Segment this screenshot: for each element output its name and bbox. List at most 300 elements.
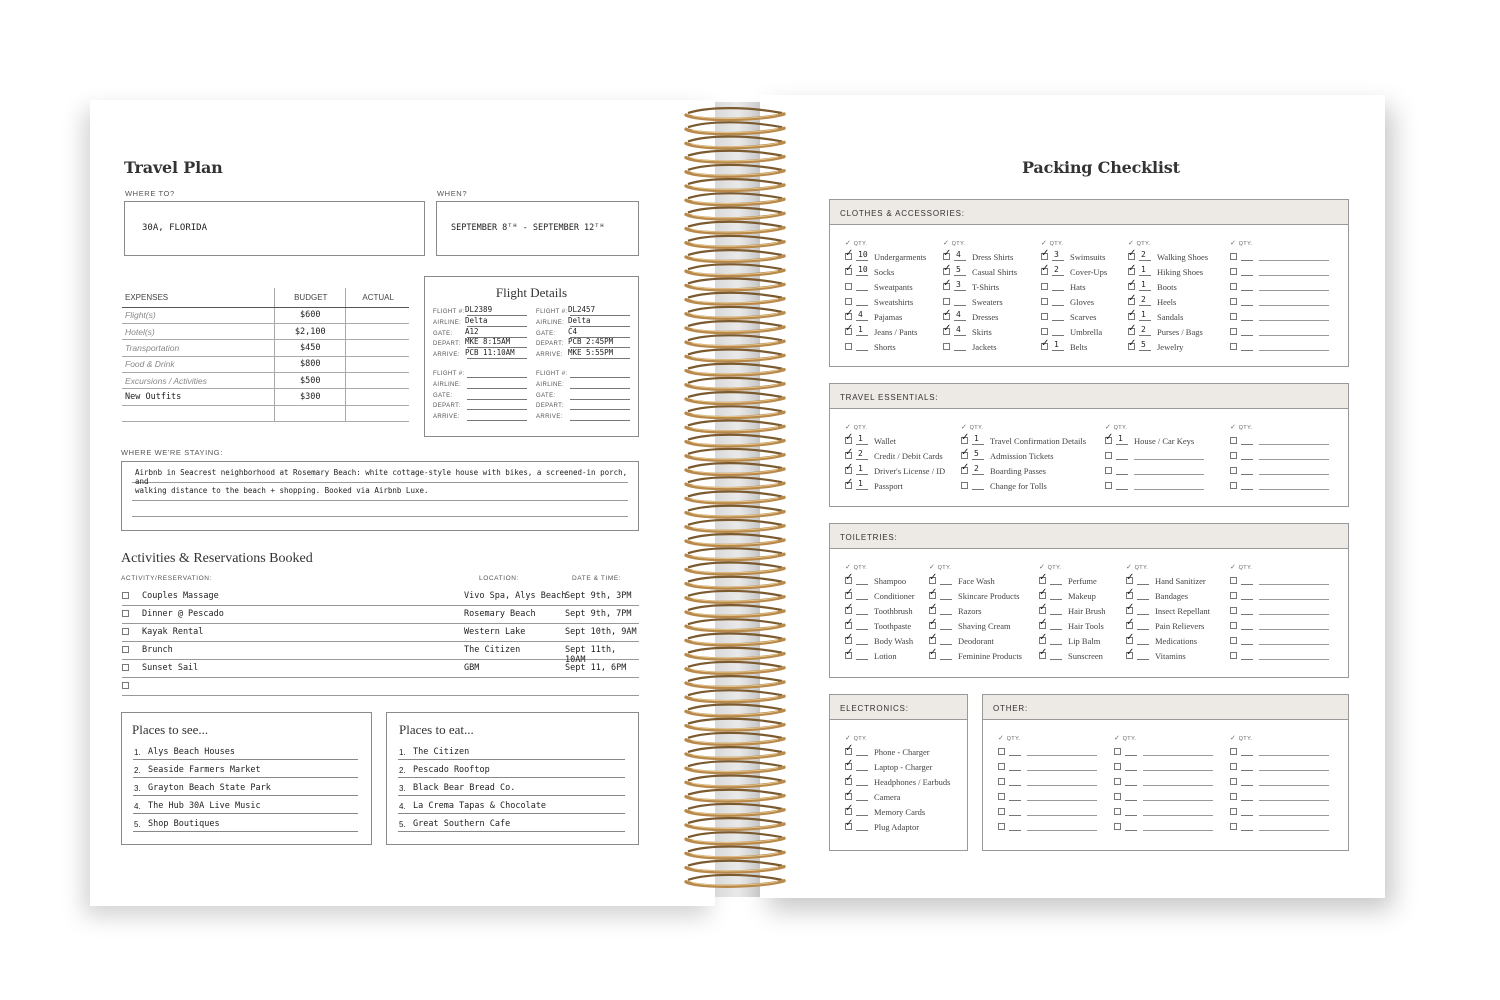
item-label: Walking Shoes bbox=[1157, 252, 1209, 262]
expense-actual[interactable] bbox=[346, 356, 409, 372]
item-blank-line[interactable] bbox=[1134, 474, 1204, 475]
checklist-item[interactable] bbox=[1128, 308, 1228, 325]
checklist-item[interactable] bbox=[1114, 761, 1214, 775]
checklist-item[interactable] bbox=[943, 341, 1043, 355]
item-label: Passport bbox=[874, 481, 903, 491]
checklist-item[interactable] bbox=[998, 791, 1098, 805]
checklist-item[interactable] bbox=[1041, 263, 1141, 280]
staying-field[interactable] bbox=[121, 461, 639, 531]
checklist-item[interactable] bbox=[1039, 617, 1139, 634]
checklist-item[interactable] bbox=[845, 803, 945, 820]
when-field[interactable] bbox=[436, 201, 639, 256]
qty-line bbox=[1050, 629, 1062, 630]
checklist-item[interactable] bbox=[845, 743, 945, 760]
item-blank-line[interactable] bbox=[1259, 659, 1329, 660]
flight-field-label: GATE: bbox=[433, 330, 453, 337]
checkbox-icon[interactable] bbox=[1230, 328, 1237, 335]
checkbox-icon[interactable] bbox=[1230, 778, 1237, 785]
flight-field-line[interactable] bbox=[570, 358, 630, 359]
qty-text: QTY. bbox=[1113, 425, 1128, 431]
checklist-item[interactable] bbox=[929, 617, 1029, 634]
coil-loop-back bbox=[688, 690, 782, 695]
expense-budget[interactable]: $300 bbox=[275, 389, 346, 405]
places-eat-box bbox=[386, 712, 639, 845]
expense-budget[interactable]: $2,100 bbox=[275, 323, 346, 339]
checklist-item[interactable] bbox=[1230, 281, 1330, 295]
qty-line bbox=[954, 320, 966, 321]
checkbox-icon[interactable] bbox=[943, 298, 950, 305]
checkbox-icon[interactable] bbox=[998, 763, 1005, 770]
qty-value: 1 bbox=[974, 434, 979, 443]
checklist-item[interactable] bbox=[998, 806, 1098, 820]
checkbox-icon[interactable] bbox=[1230, 343, 1237, 350]
flight-field-line[interactable] bbox=[570, 409, 630, 410]
checkbox-icon[interactable] bbox=[845, 298, 852, 305]
place-name: Great Southern Cafe bbox=[413, 819, 511, 829]
place-number: 2. bbox=[399, 766, 406, 775]
checkbox-icon[interactable] bbox=[1041, 313, 1048, 320]
checklist-item[interactable] bbox=[929, 587, 1029, 604]
item-blank-line[interactable] bbox=[1259, 290, 1329, 291]
checkbox-icon[interactable] bbox=[998, 823, 1005, 830]
checklist-item[interactable] bbox=[1114, 821, 1214, 835]
activity-checkbox[interactable] bbox=[122, 592, 129, 599]
checklist-item[interactable] bbox=[929, 632, 1029, 649]
checkbox-icon[interactable] bbox=[1041, 298, 1048, 305]
expense-budget[interactable]: $450 bbox=[275, 340, 346, 356]
expense-budget[interactable] bbox=[275, 405, 346, 421]
checklist-item[interactable] bbox=[1041, 278, 1141, 295]
checklist-item[interactable] bbox=[1230, 650, 1330, 664]
activity-location: The Citizen bbox=[464, 645, 521, 655]
checkbox-icon[interactable] bbox=[1230, 482, 1237, 489]
checklist-item[interactable] bbox=[845, 447, 945, 464]
checklist-item[interactable] bbox=[1230, 746, 1330, 760]
checkbox-icon[interactable] bbox=[1230, 652, 1237, 659]
checklist-item[interactable] bbox=[845, 308, 945, 325]
checkbox-icon[interactable] bbox=[998, 808, 1005, 815]
checkmark-icon: ✓ bbox=[1041, 338, 1050, 349]
when-label: WHEN? bbox=[437, 189, 468, 198]
item-blank-line[interactable] bbox=[1259, 260, 1329, 261]
activity-location: GBM bbox=[464, 663, 480, 673]
checklist-item[interactable] bbox=[943, 248, 1043, 265]
item-label: Pajamas bbox=[874, 312, 903, 322]
checkbox-icon[interactable] bbox=[998, 778, 1005, 785]
item-blank-line[interactable] bbox=[1259, 644, 1329, 645]
checkbox-icon[interactable] bbox=[1230, 637, 1237, 644]
flight-field-label: AIRLINE: bbox=[536, 381, 565, 388]
checklist-item[interactable] bbox=[845, 248, 945, 265]
checklist-item[interactable] bbox=[943, 278, 1043, 295]
checklist-item[interactable] bbox=[1114, 791, 1214, 805]
checklist-item[interactable] bbox=[845, 323, 945, 340]
item-blank-line[interactable] bbox=[1259, 830, 1329, 831]
checklist-item[interactable] bbox=[1230, 590, 1330, 604]
qty-line bbox=[856, 629, 868, 630]
item-blank-line[interactable] bbox=[1259, 350, 1329, 351]
flight-field-line[interactable] bbox=[467, 399, 527, 400]
item-blank-line[interactable] bbox=[1027, 755, 1097, 756]
qty-text: QTY. bbox=[853, 565, 868, 571]
item-blank-line[interactable] bbox=[1143, 770, 1213, 771]
item-label: Toothpaste bbox=[874, 621, 912, 631]
check-header-icon: ✓ bbox=[1126, 564, 1135, 571]
checkbox-icon[interactable] bbox=[1114, 808, 1121, 815]
expense-actual[interactable] bbox=[346, 373, 409, 389]
coil-loop-back bbox=[688, 264, 782, 269]
check-header-icon: ✓ bbox=[1039, 564, 1048, 571]
item-blank-line[interactable] bbox=[1027, 830, 1097, 831]
coil-loop-back bbox=[688, 875, 782, 880]
checklist-item[interactable] bbox=[1230, 620, 1330, 634]
checkbox-icon[interactable] bbox=[1230, 283, 1237, 290]
checkbox-icon[interactable] bbox=[1230, 268, 1237, 275]
checklist-item[interactable] bbox=[929, 647, 1029, 664]
checklist-item[interactable] bbox=[929, 602, 1029, 619]
coil-loop-back bbox=[688, 463, 782, 468]
checklist-item[interactable] bbox=[1126, 602, 1226, 619]
flight-field-line[interactable] bbox=[570, 399, 630, 400]
qty-line bbox=[1050, 584, 1062, 585]
expense-actual[interactable] bbox=[346, 307, 409, 323]
checklist-item[interactable] bbox=[1039, 632, 1139, 649]
checkbox-icon[interactable] bbox=[1114, 823, 1121, 830]
coil-loop-back bbox=[688, 577, 782, 582]
checkbox-icon[interactable] bbox=[1105, 467, 1112, 474]
checklist-item[interactable] bbox=[1105, 450, 1205, 464]
checkmark-icon: ✓ bbox=[1039, 647, 1048, 658]
item-blank-line[interactable] bbox=[1143, 815, 1213, 816]
coil-loop-back bbox=[688, 137, 782, 142]
checklist-item[interactable] bbox=[845, 758, 945, 775]
checkbox-icon[interactable] bbox=[1230, 313, 1237, 320]
item-blank-line[interactable] bbox=[1259, 755, 1329, 756]
coil-loop-back bbox=[688, 548, 782, 553]
checklist-item[interactable] bbox=[943, 263, 1043, 280]
checklist-item[interactable] bbox=[1128, 323, 1228, 340]
checklist-item[interactable] bbox=[845, 281, 945, 295]
item-blank-line[interactable] bbox=[1259, 599, 1329, 600]
flight-field-line[interactable] bbox=[570, 388, 630, 389]
flight-field-line[interactable] bbox=[467, 409, 527, 410]
item-blank-line[interactable] bbox=[1259, 489, 1329, 490]
checklist-item[interactable] bbox=[1128, 338, 1228, 355]
checkmark-icon: ✓ bbox=[1126, 617, 1135, 628]
checklist-item[interactable] bbox=[845, 296, 945, 310]
checkbox-icon[interactable] bbox=[1114, 763, 1121, 770]
checkbox-icon[interactable] bbox=[1041, 283, 1048, 290]
checklist-item[interactable] bbox=[845, 432, 945, 449]
activity-name: Brunch bbox=[142, 645, 173, 655]
checkbox-icon[interactable] bbox=[1230, 823, 1237, 830]
checklist-item[interactable] bbox=[1230, 575, 1330, 589]
flight-field-line[interactable] bbox=[467, 420, 527, 421]
expense-budget[interactable]: $600 bbox=[275, 307, 346, 323]
checkbox-icon[interactable] bbox=[1230, 793, 1237, 800]
coil-loop-back bbox=[688, 648, 782, 653]
checkbox-icon[interactable] bbox=[1230, 748, 1237, 755]
flight-field-line[interactable] bbox=[570, 326, 630, 327]
flight-field-line[interactable] bbox=[467, 388, 527, 389]
checklist-item[interactable] bbox=[1230, 266, 1330, 280]
checklist-item[interactable] bbox=[845, 477, 945, 494]
checklist-item[interactable] bbox=[1041, 293, 1141, 310]
item-blank-line[interactable] bbox=[1134, 489, 1204, 490]
activity-checkbox[interactable] bbox=[122, 628, 129, 635]
item-blank-line[interactable] bbox=[1259, 785, 1329, 786]
item-blank-line[interactable] bbox=[1259, 770, 1329, 771]
checklist-item[interactable] bbox=[1128, 248, 1228, 265]
check-header-icon: ✓ bbox=[943, 240, 952, 247]
coil-loop-back bbox=[688, 619, 782, 624]
checklist-item[interactable] bbox=[1114, 746, 1214, 760]
checklist-item[interactable] bbox=[998, 761, 1098, 775]
item-label: Umbrella bbox=[1070, 327, 1103, 337]
checklist-item[interactable] bbox=[1128, 263, 1228, 280]
checkbox-icon[interactable] bbox=[1114, 793, 1121, 800]
checklist-item[interactable] bbox=[1230, 465, 1330, 479]
item-blank-line[interactable] bbox=[1259, 614, 1329, 615]
qty-label bbox=[998, 734, 1020, 742]
item-label: Vitamins bbox=[1155, 651, 1186, 661]
coil-loop-back bbox=[688, 222, 782, 227]
qty-line bbox=[1241, 815, 1253, 816]
checklist-item[interactable] bbox=[1126, 587, 1226, 604]
checkbox-icon[interactable] bbox=[845, 343, 852, 350]
item-label: Sweatpants bbox=[874, 282, 913, 292]
check-header-icon: ✓ bbox=[998, 735, 1007, 742]
checklist-item[interactable] bbox=[1230, 296, 1330, 310]
checklist-item[interactable] bbox=[1230, 480, 1330, 494]
checkbox-icon[interactable] bbox=[1230, 622, 1237, 629]
checkbox-icon[interactable] bbox=[998, 793, 1005, 800]
where-field[interactable] bbox=[124, 201, 425, 256]
qty-value: 1 bbox=[1141, 265, 1146, 274]
checklist-item[interactable] bbox=[1230, 821, 1330, 835]
item-blank-line[interactable] bbox=[1259, 459, 1329, 460]
expense-actual[interactable] bbox=[346, 340, 409, 356]
checklist-item[interactable] bbox=[1039, 587, 1139, 604]
coil-loop-back bbox=[688, 705, 782, 710]
flight-field-value: Delta bbox=[568, 315, 591, 325]
item-blank-line[interactable] bbox=[1259, 305, 1329, 306]
checkbox-icon[interactable] bbox=[1230, 253, 1237, 260]
check-header-icon: ✓ bbox=[1041, 240, 1050, 247]
item-blank-line[interactable] bbox=[1259, 584, 1329, 585]
checklist-item[interactable] bbox=[1039, 602, 1139, 619]
checkbox-icon[interactable] bbox=[1230, 298, 1237, 305]
checklist-item[interactable] bbox=[1230, 341, 1330, 355]
checkbox-icon[interactable] bbox=[1041, 328, 1048, 335]
checklist-item[interactable] bbox=[1230, 635, 1330, 649]
checkmark-icon: ✓ bbox=[943, 278, 952, 289]
checklist-item[interactable] bbox=[1039, 572, 1139, 589]
checklist-item[interactable] bbox=[1126, 647, 1226, 664]
checklist-item[interactable] bbox=[943, 323, 1043, 340]
electronics-header: ELECTRONICS: bbox=[830, 695, 967, 720]
checklist-item[interactable] bbox=[998, 776, 1098, 790]
checklist-item[interactable] bbox=[1230, 791, 1330, 805]
item-blank-line[interactable] bbox=[1027, 800, 1097, 801]
checkbox-icon[interactable] bbox=[1230, 452, 1237, 459]
checklist-item[interactable] bbox=[961, 447, 1061, 464]
activity-checkbox[interactable] bbox=[122, 610, 129, 617]
checkbox-icon[interactable] bbox=[1230, 808, 1237, 815]
checklist-item[interactable] bbox=[1128, 293, 1228, 310]
checklist-item[interactable] bbox=[1114, 776, 1214, 790]
item-label: Scarves bbox=[1070, 312, 1097, 322]
flight-field-line[interactable] bbox=[467, 377, 527, 378]
checkbox-icon[interactable] bbox=[1230, 577, 1237, 584]
checklist-item[interactable] bbox=[845, 773, 951, 790]
checklist-item[interactable] bbox=[1230, 435, 1330, 449]
item-blank-line[interactable] bbox=[1143, 800, 1213, 801]
activity-checkbox[interactable] bbox=[122, 664, 129, 671]
qty-line bbox=[856, 755, 868, 756]
qty-value: 1 bbox=[1118, 434, 1123, 443]
flight-field-line[interactable] bbox=[570, 420, 630, 421]
checklist-item[interactable] bbox=[1126, 617, 1226, 634]
checkbox-icon[interactable] bbox=[1114, 748, 1121, 755]
expense-actual[interactable] bbox=[346, 405, 409, 421]
item-blank-line[interactable] bbox=[1259, 444, 1329, 445]
qty-value: 1 bbox=[858, 464, 863, 473]
checkbox-icon[interactable] bbox=[1230, 437, 1237, 444]
checkmark-icon: ✓ bbox=[929, 647, 938, 658]
checklist-item[interactable] bbox=[961, 462, 1061, 479]
checklist-item[interactable] bbox=[845, 788, 945, 805]
item-blank-line[interactable] bbox=[1259, 815, 1329, 816]
checklist-item[interactable] bbox=[1128, 278, 1228, 295]
checkbox-icon[interactable] bbox=[845, 283, 852, 290]
checklist-item[interactable] bbox=[1041, 308, 1141, 325]
item-blank-line[interactable] bbox=[1143, 755, 1213, 756]
flight-field-line[interactable] bbox=[570, 377, 630, 378]
expense-budget[interactable]: $500 bbox=[275, 373, 346, 389]
coil-loop-back bbox=[688, 790, 782, 795]
checklist-item[interactable] bbox=[1230, 326, 1330, 340]
checklist-item[interactable] bbox=[943, 296, 1043, 310]
checklist-item[interactable] bbox=[1041, 323, 1141, 340]
checkmark-icon: ✓ bbox=[1126, 647, 1135, 658]
checklist-item[interactable] bbox=[1230, 806, 1330, 820]
checkbox-icon[interactable] bbox=[961, 482, 968, 489]
flight-field-label: ARRIVE: bbox=[536, 352, 563, 359]
checklist-item[interactable] bbox=[929, 572, 1029, 589]
checklist-item[interactable] bbox=[1114, 806, 1214, 820]
item-blank-line[interactable] bbox=[1259, 275, 1329, 276]
checklist-item[interactable] bbox=[1041, 248, 1141, 265]
checkbox-icon[interactable] bbox=[1230, 763, 1237, 770]
item-blank-line[interactable] bbox=[1134, 459, 1204, 460]
qty-line bbox=[1125, 800, 1137, 801]
expense-actual[interactable] bbox=[346, 389, 409, 405]
date-col-label: DATE & TIME: bbox=[572, 575, 622, 582]
flight-field-label: DEPART: bbox=[433, 403, 461, 410]
item-blank-line[interactable] bbox=[1259, 474, 1329, 475]
item-label: Casual Shirts bbox=[972, 267, 1018, 277]
item-blank-line[interactable] bbox=[1027, 770, 1097, 771]
checklist-item[interactable] bbox=[1230, 776, 1330, 790]
item-label: House / Car Keys bbox=[1134, 436, 1195, 446]
checklist-item[interactable] bbox=[1230, 251, 1330, 265]
checklist-item[interactable] bbox=[1105, 432, 1205, 449]
checklist-item[interactable] bbox=[1230, 450, 1330, 464]
checklist-item[interactable] bbox=[1039, 647, 1139, 664]
flight-field-line[interactable] bbox=[467, 358, 527, 359]
qty-label bbox=[929, 563, 951, 571]
qty-text: QTY. bbox=[853, 736, 868, 742]
checklist-item[interactable] bbox=[845, 341, 945, 355]
checkbox-icon[interactable] bbox=[1114, 778, 1121, 785]
flight-field-label: GATE: bbox=[536, 392, 556, 399]
checklist-item[interactable] bbox=[845, 263, 945, 280]
checkbox-icon[interactable] bbox=[943, 343, 950, 350]
activity-checkbox[interactable] bbox=[122, 682, 129, 689]
qty-line bbox=[1241, 320, 1253, 321]
checklist-item[interactable] bbox=[1126, 632, 1226, 649]
item-blank-line[interactable] bbox=[1027, 785, 1097, 786]
checklist-item[interactable] bbox=[1126, 572, 1226, 589]
checklist-item[interactable] bbox=[998, 746, 1098, 760]
checklist-item[interactable] bbox=[961, 432, 1087, 449]
item-label: Makeup bbox=[1068, 591, 1096, 601]
activity-checkbox[interactable] bbox=[122, 646, 129, 653]
checklist-item[interactable] bbox=[1105, 480, 1205, 494]
item-label: Insect Repellant bbox=[1155, 606, 1210, 616]
checklist-item[interactable] bbox=[1041, 338, 1141, 355]
checklist-item[interactable] bbox=[845, 462, 946, 479]
checklist-item[interactable] bbox=[998, 821, 1098, 835]
checkbox-icon[interactable] bbox=[1105, 452, 1112, 459]
item-blank-line[interactable] bbox=[1027, 815, 1097, 816]
item-blank-line[interactable] bbox=[1143, 830, 1213, 831]
checklist-item[interactable] bbox=[845, 818, 945, 835]
qty-line bbox=[1139, 275, 1151, 276]
checklist-item[interactable] bbox=[943, 308, 1043, 325]
qty-value: 2 bbox=[974, 464, 979, 473]
place-item bbox=[398, 814, 625, 832]
checklist-item[interactable] bbox=[1105, 465, 1205, 479]
item-blank-line[interactable] bbox=[1259, 335, 1329, 336]
checkbox-icon[interactable] bbox=[1230, 607, 1237, 614]
checklist-item[interactable] bbox=[1230, 605, 1330, 619]
item-blank-line[interactable] bbox=[1143, 785, 1213, 786]
item-blank-line[interactable] bbox=[1259, 629, 1329, 630]
place-item bbox=[398, 796, 625, 814]
item-blank-line[interactable] bbox=[1259, 800, 1329, 801]
checkbox-icon[interactable] bbox=[998, 748, 1005, 755]
checkbox-icon[interactable] bbox=[1230, 467, 1237, 474]
qty-line bbox=[856, 260, 868, 261]
checklist-item[interactable] bbox=[1230, 311, 1330, 325]
item-label: Purses / Bags bbox=[1157, 327, 1203, 337]
expense-actual[interactable] bbox=[346, 323, 409, 339]
checklist-item[interactable] bbox=[961, 480, 1061, 494]
qty-line bbox=[1125, 770, 1137, 771]
coil-loop-back bbox=[688, 563, 782, 568]
checklist-item[interactable] bbox=[1230, 761, 1330, 775]
qty-line bbox=[940, 644, 952, 645]
place-name: The Hub 30A Live Music bbox=[148, 801, 261, 811]
checkmark-icon: ✓ bbox=[1126, 572, 1135, 583]
expense-budget[interactable]: $800 bbox=[275, 356, 346, 372]
coil-loop-back bbox=[688, 761, 782, 766]
checkbox-icon[interactable] bbox=[1230, 592, 1237, 599]
item-blank-line[interactable] bbox=[1259, 320, 1329, 321]
checkbox-icon[interactable] bbox=[1105, 482, 1112, 489]
